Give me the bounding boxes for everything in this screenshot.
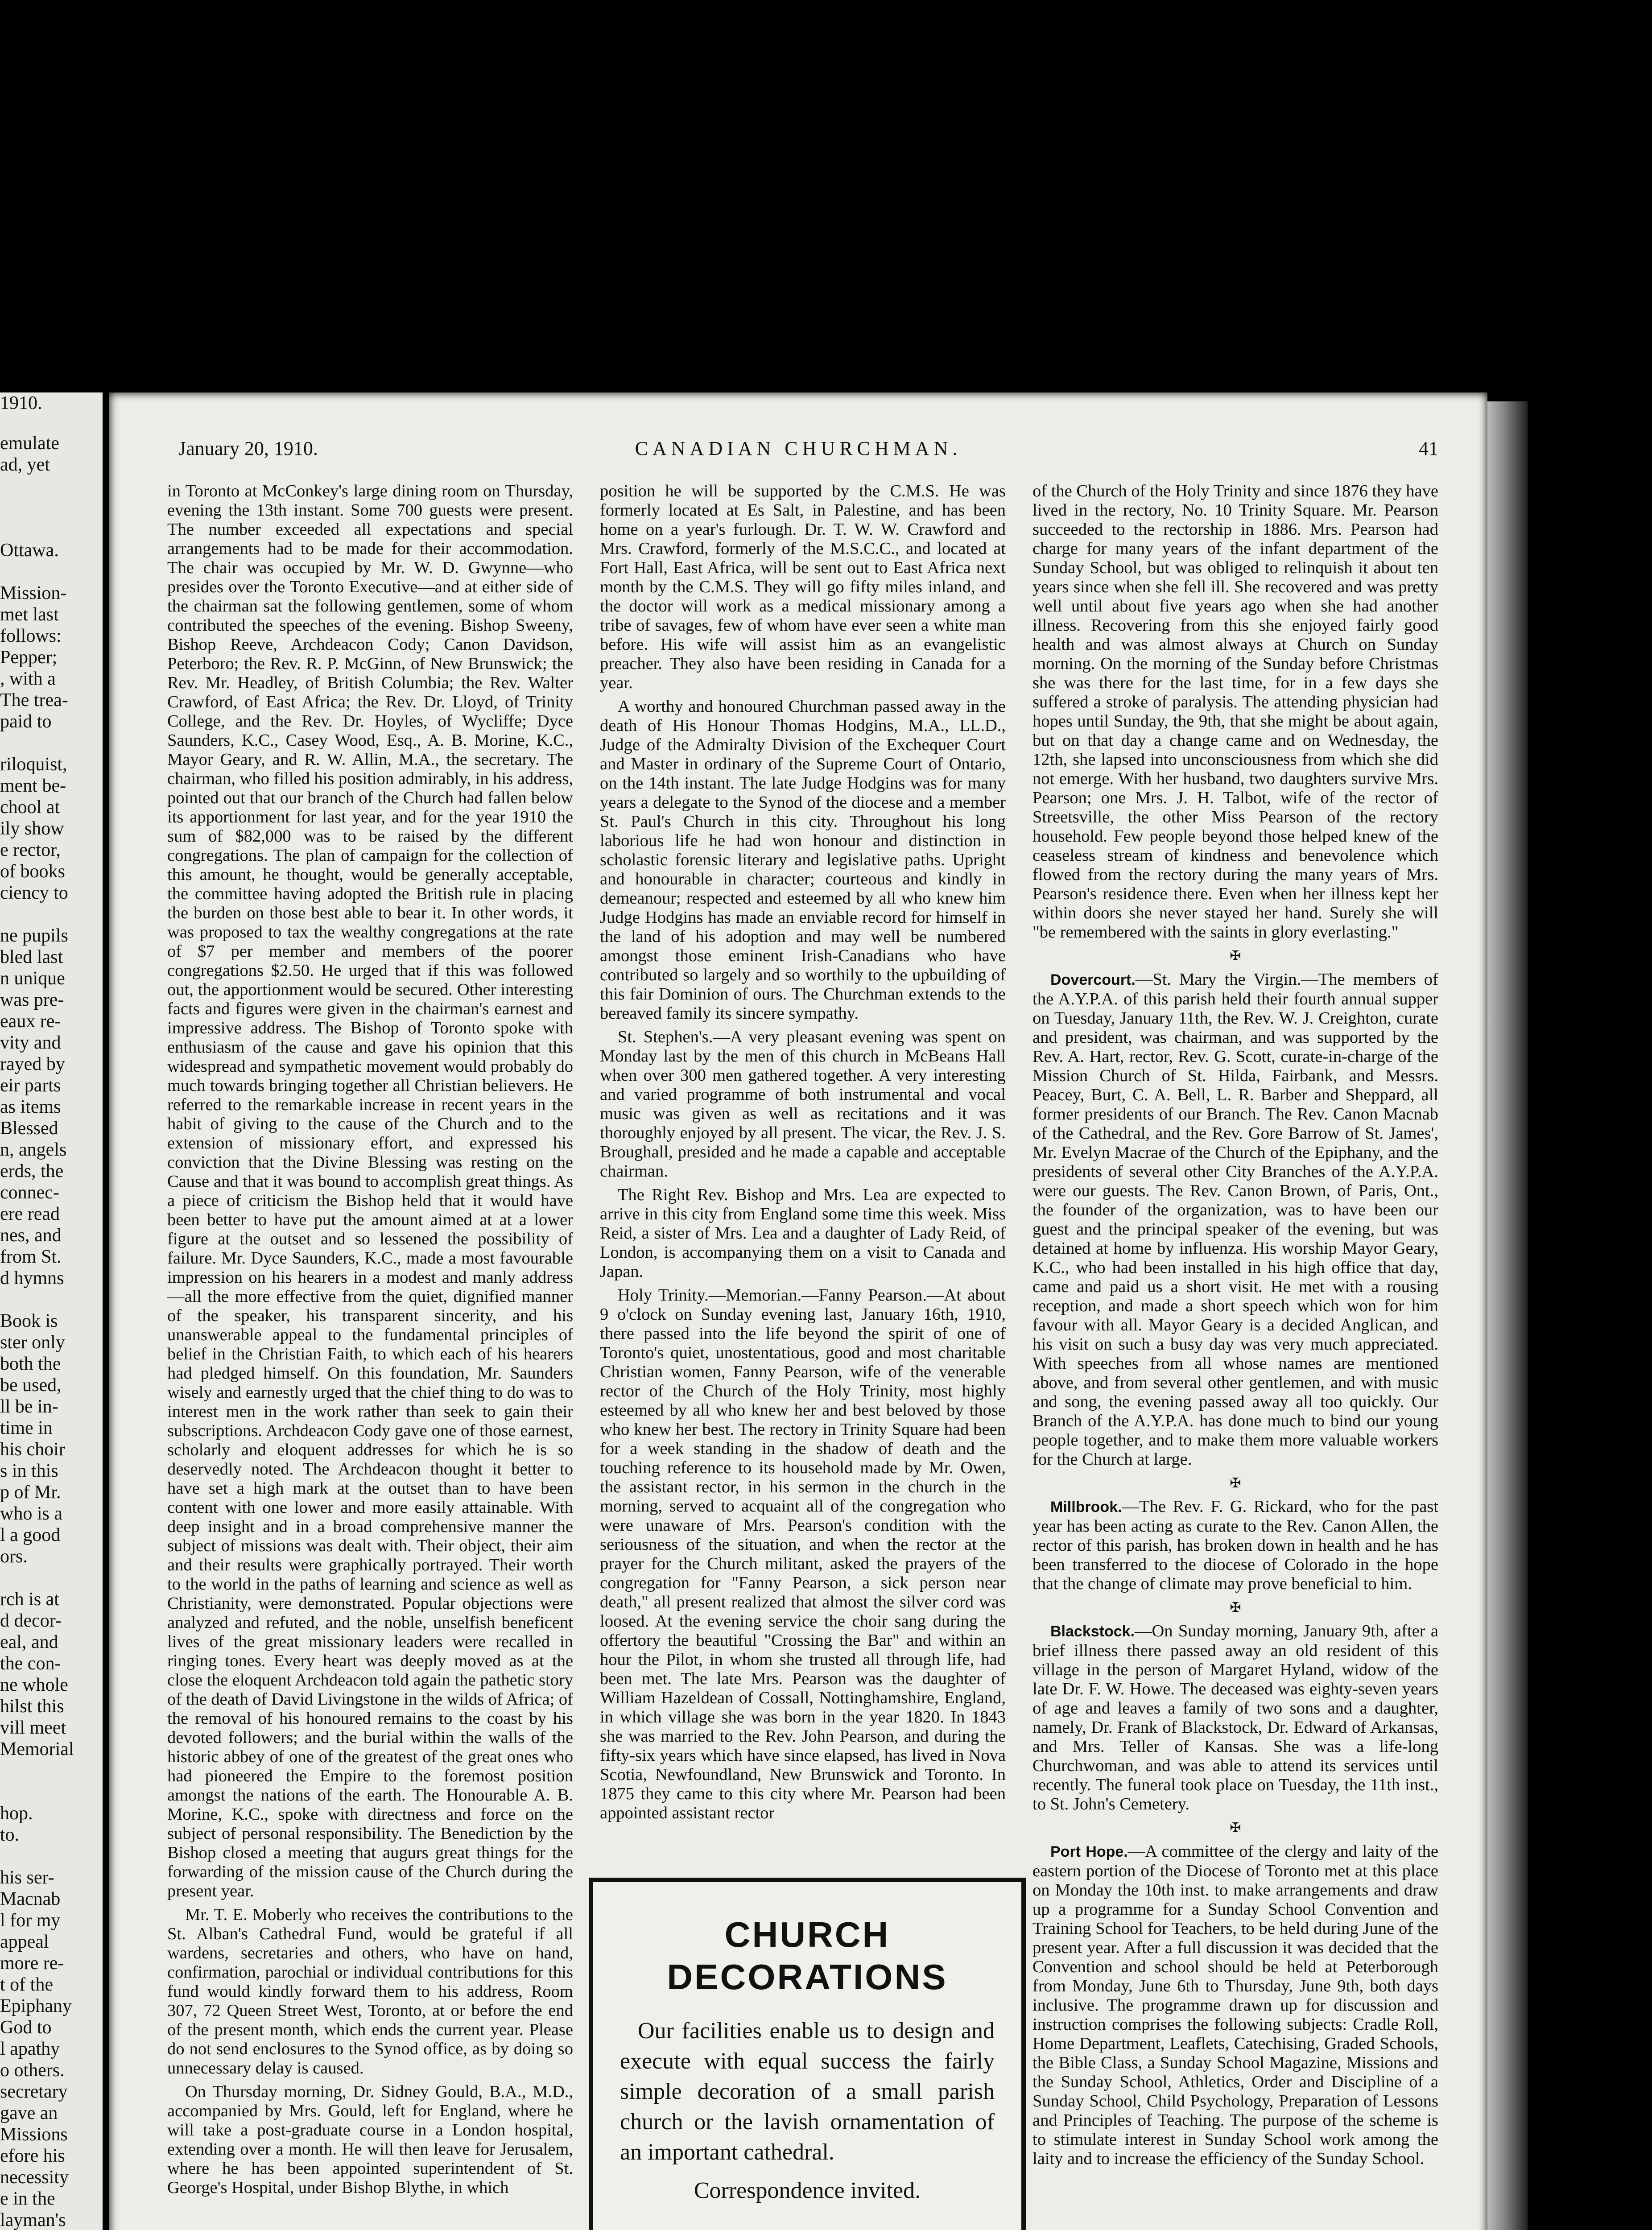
- article-paragraph: The Right Rev. Bishop and Mrs. Lea are expected to arrive in this city from England some time this week. Miss Reid, a sister of Mrs. Lea and a daughter of Lady Reid, of London, is accompanying them on a visit to Canada and Japan.: [600, 1185, 1006, 1281]
- advertisement-box: [589, 1878, 1026, 2230]
- newspaper-page: [109, 392, 1487, 2230]
- adjacent-page-fragments: emulate ad, yet Ottawa. Mission- met last follows: Pepper; , with a The trea- paid to riloquist, ment be- chool at ily show e rector, of books ciency to ne pupils bled last n unique was pre- eaux re- vity and rayed by eir parts as items Blessed n, angels erds, the connec- ere read nes, and from St. d hymns Book is ster only both the be used, ll be in- time in his choir s in this p of Mr. who is a l a good ors. rch is at d decor- eal, and the con- ne whole hilst this vill meet Memorial hop. to. his ser- Macnab l for my appeal more re- t of the Epiphany God to l apathy o others. secretary gave an Missions efore his necessity e in the layman's: [0, 433, 74, 2230]
- article-paragraph: in Toronto at McConkey's large dining room on Thursday, evening the 13th instant. Some 700 guests were present. The number exceeded all expectations and special arrangements had to be made for their accommodation. The chair was occupied by Mr. W. D. Gwynne—who presides over the Toronto Executive—and at either side of the chairman sat the following gentlemen, some of whom contributed the speeches of the evening. Bishop Sweeny, Bishop Reeve, Archdeacon Cody; Canon Davidson, Peterboro; the Rev. R. P. McGinn, of New Brunswick; the Rev. Mr. Headley, of British Columbia; the Rev. Walter Crawford, of East Africa; the Rev. Dr. Lloyd, of Trinity College, and the Rev. Dr. Hoyles, of Wycliffe; Dyce Saunders, K.C., Casey Wood, Esq., A. B. Morine, K.C., Mayor Geary, and R. W. Allin, M.A., the secretary. The chairman, who filled his position admirably, in his address, pointed out that our branch of the Church had fallen below its apportionment for last year, and for the year 1910 the sum of $82,000 was to be raised by the different congregations. The plan of campaign for the collection of this amount, he thought, would be generally acceptable, the committee having adopted the British rule in placing the burden on those best able to bear it. In other words, it was proposed to tax the wealthy congregations at the rate of $7 per member and members of the poorer congregations $2.50. He urged that if this was followed out, the apportionment would be secured. Other interesting facts and figures were given in the chairman's earnest and impressive address. The Bishop of Toronto spoke with enthusiasm of the cause and gave his opinion that this widespread and sympathetic movement would probably do much towards bringing together all Christian believers. He referred to the remarkable increase in recent years in the habit of giving to the cause of the Church and to the extension of missionary effort, and expressed his conviction that the Divine Blessing was resting on the Cause and that it was bound to accomplish great things. As a piece of criticism the Bishop held that it would have been better to have put the amount aimed at at a lower figure at the outset and so lessened the possibility of failure. Mr. Dyce Saunders, K.C., made a most favourable impression on his hearers in a modest and manly address—all the more effective from the quiet, dignified manner of the speaker, his transparent sincerity, and his unanswerable appeal to the fundamental principles of belief in the Christian Faith, to which each of his hearers had pledged himself. On this foundation, Mr. Saunders wisely and earnestly urged that the chief thing to do was to interest men in the work rather than seek to gain their subscriptions. Archdeacon Cody gave one of those earnest, scholarly and eloquent addresses for which he is so deservedly noted. The Archdeacon thought it better to have set a high mark at the outset than to have been content with one lower and more easily attainable. With deep insight and in a broad comprehensive manner the subject of missions was dealt with. Their object, their aim and their results were graphically portrayed. Their worth to the world in the paths of learning and science as well as Christianity, were demonstrated. Popular objections were analyzed and refuted, and the noble, unselfish beneficent lives of the great missionary leaders were recalled in ringing tones. Every heart was deeply moved as at the close the eloquent Archdeacon told again the pathetic story of the death of David Livingstone in the wilds of Africa; of the removal of his honoured remains to the coast by his devoted followers; and the burial within the walls of the historic abbey of one of the greatest of the great ones who had pioneered the Empire to the foremost position amongst the nations of the earth. The Honourable A. B. Morine, K.C., spoke with directness and force on the subject of personal responsibility. The Benediction by the Bishop closed a meeting that augurs great things for the forwarding of the mission cause of the Church during the present year.: [167, 482, 573, 1900]
- ad-title-line2: DECORATIONS: [667, 1957, 948, 1997]
- article-paragraph: St. Stephen's.—A very pleasant evening was spent on Monday last by the men of this church in McBeans Hall when over 300 men gathered together. A very interesting and varied programme of both instrumental and vocal music was given as well as recitations and it was thoroughly enjoyed by all present. The vicar, the Rev. J. S. Broughall, presided and he made a capable and acceptable chairman.: [600, 1028, 1006, 1181]
- article-paragraph: of the Church of the Holy Trinity and since 1876 they have lived in the rectory, No. 10 Trinity Square. Mr. Pearson succeeded to the rectorship in 1886. Mrs. Pearson had charge for many years of the infant department of the Sunday School, but was obliged to relinquish it about ten years since when she fell ill. She recovered and was pretty well until about five years ago when she had another illness. Recovering from this she enjoyed fairly good health and was almost always at Church on Sunday morning. On the morning of the Sunday before Christmas she was there for the last time, for in a few days she suffered a stroke of paralysis. The attending physician had hopes until Sunday, the 9th, that she might be about again, but on that day a change came and on Wednesday, the 12th, she lapsed into unconsciousness from which she did not emerge. With her husband, two daughters survive Mrs. Pearson; one Mrs. J. H. Talbot, wife of the rector of Streetsville, the other Miss Pearson of the rectory household. Few people beyond those helped knew of the ceaseless stream of kindness and benevolence which flowed from the rectory during the many years of Mrs. Pearson's residence there. Even when her illness kept her within doors she never stayed her hand. Surely she will "be remembered with the saints in glory everlasting.": [1032, 482, 1438, 942]
- book-binding-edge: [1487, 401, 1528, 2230]
- page-header: [109, 437, 1487, 464]
- ad-title-line1: CHURCH: [724, 1915, 890, 1954]
- column-3: [1032, 482, 1438, 2173]
- place-lead: Millbrook.: [1050, 1499, 1122, 1516]
- issue-date: January 20, 1910.: [178, 438, 318, 459]
- article-paragraph: Mr. T. E. Moberly who receives the contributions to the St. Alban's Cathedral Fund, would be grateful if all wardens, secretaries and others, who have on hand, confirmation, parochial or individual contributions for this fund would kindly forward them to his address, Room 307, 72 Queen Street West, Toronto, at or before the end of the present month, which ends the current year. Please do not send enclosures to the Synod office, as by doing so unnecessary delay is caused.: [167, 1905, 573, 2077]
- cross-separator-icon: ✠: [1230, 949, 1241, 963]
- page-number: 41: [1419, 438, 1438, 459]
- article-paragraph: Holy Trinity.—Memorian.—Fanny Pearson.—At about 9 o'clock on Sunday evening last, January 16th, 1910, there passed into the life beyond the spirit of one of Toronto's quiet, unostentatious, good and most charitable Christian women, Fanny Pearson, wife of the venerable rector of the Church of the Holy Trinity, most highly esteemed by all who knew her and best beloved by those who knew her best. The rectory in Trinity Square had been for a week standing in the shadow of death and the touching reference to its household made by Mr. Owen, the assistant rector, in his sermon in the church in the morning, served to acquaint all of the congregation who were unaware of Mrs. Pearson's condition with the seriousness of the situation, and when the rector at the prayer for the Church militant, asked the prayers of the congregation for "Fanny Pearson, a sick person near death," all present realized that almost the silver cord was loosed. At the evening service the choir sang during the offertory the beautiful "Crossing the Bar" and within an hour the Pilot, in whom she trusted all through life, had been met. The late Mrs. Pearson was the daughter of William Hazeldean of Cossall, Nottinghamshire, England, in which village she was born in the year 1820. In 1843 she was married to the Rev. John Pearson, and during the fifty-six years which have since elapsed, has lived in Nova Scotia, Newfoundland, New Brunswick and Toronto. In 1875 they came to this city where Mr. Pearson had been appointed assistant rector: [600, 1286, 1006, 1822]
- article-paragraph: Blackstock.—On Sunday morning, January 9th, after a brief illness there passed away an old resident of this village in the person of Margaret Hyland, widow of the late Dr. F. W. Howe. The deceased was eighty-seven years of age and leaves a family of two sons and a daughter, namely, Dr. Frank of Blackstock, Dr. Edward of Arkansas, and Mrs. Teller of Kansas. She was a life-long Churchwoman, and was able to attend its services until recently. The funeral took place on Tuesday, the 11th inst., to St. John's Cemetery.: [1032, 1622, 1438, 1813]
- ad-invite: Correspondence invited.: [694, 2178, 921, 2203]
- article-paragraph: position he will be supported by the C.M.S. He was formerly located at Es Salt, in Palestine, and has been home on a year's furlough. Dr. T. W. W. Crawford and Mrs. Crawford, formerly of the M.S.C.C., and located at Fort Hall, East Africa, will be sent out to East Africa next month by the C.M.S. They will go fifty miles inland, and the doctor will work as a medical missionary among a tribe of savages, few of whom have ever seen a white man before. His wife will assist him as an evangelistic preacher. They also have been residing in Canada for a year.: [600, 482, 1006, 692]
- ad-body: Our facilities enable us to design and execute with equal success the fairly simple decoration of a small parish church or the lavish ornamentation of an important cathedral.: [620, 2018, 995, 2165]
- place-lead: Port Hope.: [1050, 1843, 1128, 1860]
- article-paragraph: On Thursday morning, Dr. Sidney Gould, B.A., M.D., accompanied by Mrs. Gould, left for England, where he will take a post-graduate course in a London hospital, extending over a month. He will then leave for Jerusalem, where he has been appointed superintendent of St. George's Hospital, under Bishop Blythe, in which: [167, 2082, 573, 2197]
- adjacent-page-edge: [0, 392, 103, 2230]
- publication-title: CANADIAN CHURCHMAN.: [635, 438, 962, 459]
- column-2: [600, 482, 1006, 1827]
- cross-separator-icon: ✠: [1230, 1600, 1241, 1615]
- cross-separator-icon: ✠: [1230, 1476, 1241, 1491]
- cross-separator-icon: ✠: [1230, 1821, 1241, 1835]
- place-lead: Blackstock.: [1050, 1623, 1135, 1640]
- article-paragraph: Millbrook.—The Rev. F. G. Rickard, who for the past year has been acting as curate to the Rev. Canon Allen, the rector of this parish, has broken down in health and he has been transferred to the diocese of Colorado in the hope that the change of climate may prove beneficial to him.: [1032, 1497, 1438, 1593]
- adjacent-page-year: 1910.: [0, 393, 42, 413]
- column-1: [167, 482, 573, 2202]
- article-paragraph: A worthy and honoured Churchman passed away in the death of His Honour Thomas Hodgins, M.A., LL.D., Judge of the Admiralty Division of the Exchequer Court and Master in ordinary of the Supreme Court of Ontario, on the 14th instant. The late Judge Hodgins was for many years a delegate to the Synod of the diocese and a member St. Paul's Church in this city. Throughout his long laborious life he had won honour and distinction in scholastic forensic literary and legislative paths. Upright and honourable in character; courteous and kindly in demeanour; respected and esteemed by all who knew him Judge Hodgins has made an enviable record for himself in the land of his adoption and may well be numbered amongst those eminent Irish-Canadians who have contributed so largely and so worthily to the upbuilding of this fair Dominion of ours. The Churchman extends to the bereaved family its sincere sympathy.: [600, 697, 1006, 1023]
- place-lead: Dovercourt.: [1050, 971, 1136, 988]
- article-paragraph: Port Hope.—A committee of the clergy and laity of the eastern portion of the Diocese of Toronto met at this place on Monday the 10th inst. to make arrangements and draw up a programme for a Sunday School Convention and Training School for Teachers, to be held during June of the present year. After a full discussion it was decided that the Convention and school should be held at Peterborough from Monday, June 6th to Thursday, June 9th, both days inclusive. The programme drawn up for discussion and instruction comprises the following subjects: Cradle Roll, Home Department, Leaflets, Catechising, Graded Schools, the Bible Class, a Sunday School Magazine, Missions and the Sunday School, Athletics, Order and Discipline of a Sunday School, Child Psychology, Preparation of Lessons and Principles of Teaching. The purpose of the scheme is to stimulate interest in Sunday School work among the laity and to increase the efficiency of the Sunday School.: [1032, 1842, 1438, 2168]
- article-paragraph: Dovercourt.—St. Mary the Virgin.—The members of the A.Y.P.A. of this parish held their fourth annual supper on Tuesday, January 11th, the Rev. W. J. Creighton, curate and president, was chairman, and was supported by the Rev. A. Hart, rector, Rev. G. Scott, curate-in-charge of the Mission Church of St. Hilda, Fairbank, and Messrs. Peacey, Burt, C. A. Bell, L. R. Barber and Sheppard, all former presidents of our Branch. The Rev. Canon Macnab of the Cathedral, and the Rev. Gore Barrow of St. James', Mr. Evelyn Macrae of the Church of the Epiphany, and the presidents of several other City Branches of the A.Y.P.A. were our guests. The Rev. Canon Brown, of Paris, Ont., the founder of the organization, was to have been our guest and the principal speaker of the evening, but was detained at home by influenza. His worship Mayor Geary, K.C., who had been installed in his high office that day, came and paid us a short visit. He met with a rousing reception, and made a short speech which won for him favour with all. Mayor Geary is a decided Anglican, and his visit on such a busy day was very much appreciated. With speeches from all whose names are mentioned above, and from several other gentlemen, and with music and song, the evening passed away all too quickly. Our Branch of the A.Y.P.A. has done much to bind our young people together, and to make them more valuable workers for the Church at large.: [1032, 970, 1438, 1469]
